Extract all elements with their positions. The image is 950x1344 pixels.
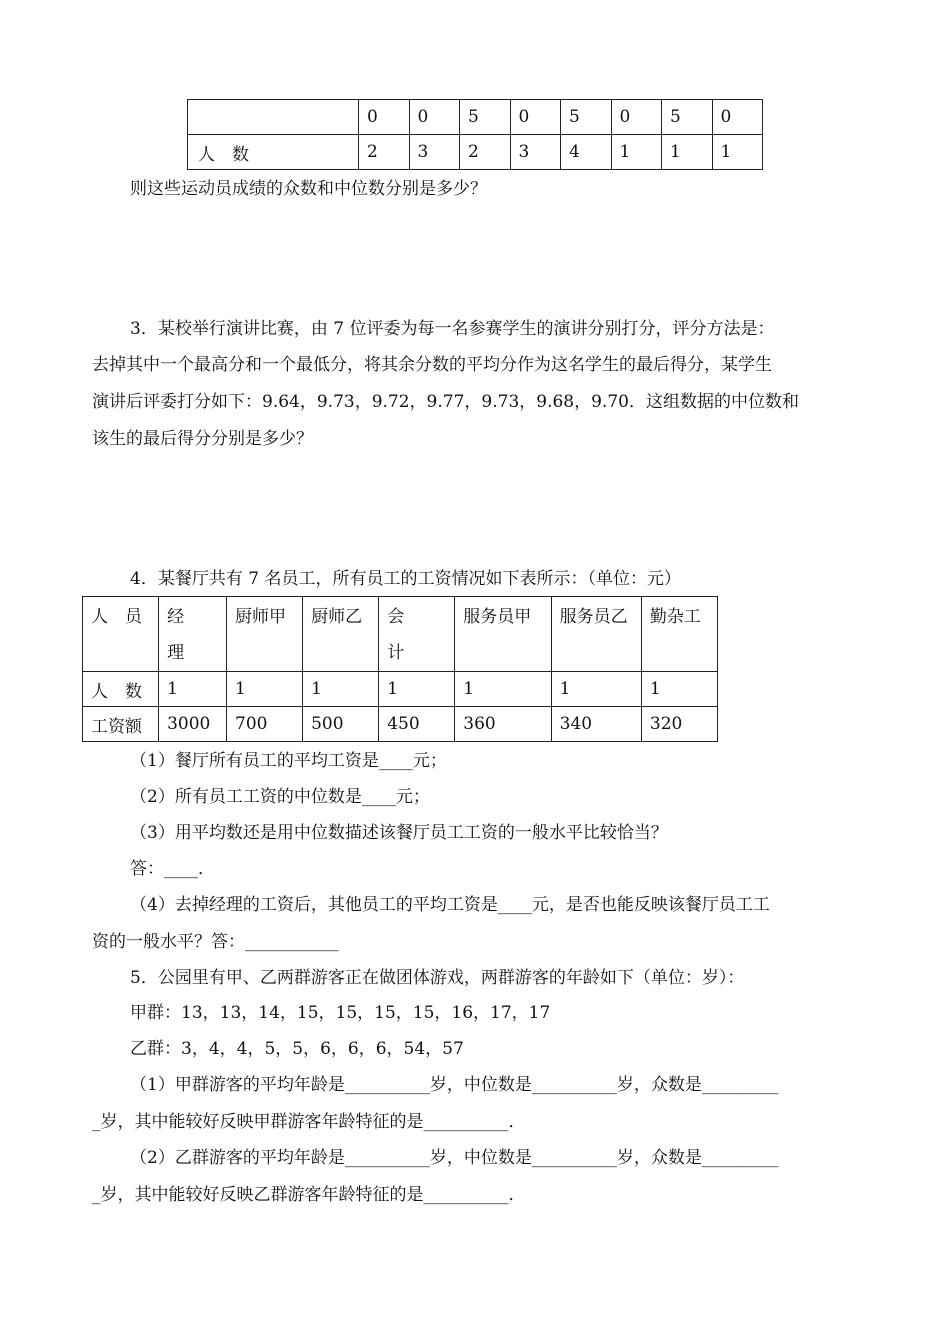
table-cell: 5 [460, 100, 511, 135]
salary-table [82, 596, 718, 742]
question-4-sub-2: （2）所有员工工资的中位数是____元； [130, 787, 430, 807]
table-cell: 0 [611, 100, 662, 135]
table-cell: 1 [227, 672, 303, 707]
question-4-sub-4-line1: （4）去掉经理的工资后，其他员工的平均工资是____元，是否也能反映该餐厅员工工 [130, 895, 770, 915]
table-cell: 1 [303, 672, 379, 707]
table-row [83, 707, 718, 742]
table-row [83, 672, 718, 707]
question-3-line: 演讲后评委打分如下：9.64，9.73，9.72，9.77，9.73，9.68，9.70．这组数据的中位数和 [92, 392, 799, 412]
table-cell: 服务员乙 [551, 597, 641, 672]
table-cell: 3 [510, 135, 561, 170]
question-4-sub-3-answer: 答：____． [130, 859, 215, 879]
table-cell: 360 [455, 707, 551, 742]
table-row [188, 100, 763, 135]
table-cell: 4 [561, 135, 612, 170]
table-cell: 450 [379, 707, 455, 742]
question-3-line: 该生的最后得分分别是多少？ [92, 429, 313, 449]
table-cell: 0 [409, 100, 460, 135]
table-cell: 厨师乙 [303, 597, 379, 672]
table-cell [188, 100, 359, 135]
table-cell: 勤杂工 [641, 597, 717, 672]
question-5-part-1-line2: _岁，其中能较好反映甲群游客年龄特征的是__________． [92, 1112, 526, 1132]
table-cell: 3 [409, 135, 460, 170]
table-cell: 1 [379, 672, 455, 707]
table-cell: 2 [359, 135, 410, 170]
question-5-intro: 5．公园里有甲、乙两群游客正在做团体游戏，两群游客的年龄如下（单位：岁）： [130, 968, 745, 988]
table-cell: 320 [641, 707, 717, 742]
question-4-sub-4-line2: 资的一般水平？答：___________ [92, 932, 339, 952]
table-cell: 人 数 [188, 135, 359, 170]
table-cell: 人 数 [83, 672, 159, 707]
table-cell: 2 [460, 135, 511, 170]
table-cell: 0 [712, 100, 763, 135]
question-2-text: 则这些运动员成绩的众数和中位数分别是多少？ [130, 179, 487, 199]
table-cell: 会 计 [379, 597, 455, 672]
table-row [188, 135, 763, 170]
table-cell: 1 [641, 672, 717, 707]
question-5-part-2-line1: （2）乙群游客的平均年龄是__________岁，中位数是__________岁，众数是_________ [130, 1148, 779, 1168]
table-cell: 1 [455, 672, 551, 707]
table-cell: 700 [227, 707, 303, 742]
group-b-ages: 乙群：3，4，4，5，5，6，6，6，54，57 [130, 1039, 464, 1059]
group-a-ages: 甲群：13，13，14，15，15，15，15，16，17，17 [130, 1003, 551, 1023]
question-4-sub-3: （3）用平均数还是用中位数描述该餐厅员工工资的一般水平比较恰当？ [130, 823, 668, 843]
question-4-sub-1: （1）餐厅所有员工的平均工资是____元； [130, 751, 447, 771]
table-cell: 1 [611, 135, 662, 170]
table-cell: 5 [662, 100, 713, 135]
scores-table [187, 99, 763, 170]
table-cell: 服务员甲 [455, 597, 551, 672]
table-cell: 工资额 [83, 707, 159, 742]
table-cell: 5 [561, 100, 612, 135]
table-cell: 0 [510, 100, 561, 135]
question-5-part-2-line2: _岁，其中能较好反映乙群游客年龄特征的是__________． [92, 1185, 526, 1205]
table-cell: 经 理 [159, 597, 227, 672]
table-cell: 500 [303, 707, 379, 742]
table-cell: 0 [359, 100, 410, 135]
table-cell: 340 [551, 707, 641, 742]
table-row [83, 597, 718, 672]
table-cell: 人 员 [83, 597, 159, 672]
question-3-line: 3．某校举行演讲比赛，由 7 位评委为每一名参赛学生的演讲分别打分，评分方法是： [130, 319, 775, 339]
question-3-line: 去掉其中一个最高分和一个最低分，将其余分数的平均分作为这名学生的最后得分，某学生 [92, 355, 772, 375]
question-5-part-1-line1: （1）甲群游客的平均年龄是__________岁，中位数是__________岁，众数是_________ [130, 1075, 779, 1095]
table-cell: 1 [712, 135, 763, 170]
table-cell: 厨师甲 [227, 597, 303, 672]
question-4-intro: 4．某餐厅共有 7 名员工，所有员工的工资情况如下表所示：（单位：元） [130, 569, 681, 589]
table-cell: 1 [662, 135, 713, 170]
table-cell: 3000 [159, 707, 227, 742]
table-cell: 1 [551, 672, 641, 707]
table-cell: 1 [159, 672, 227, 707]
